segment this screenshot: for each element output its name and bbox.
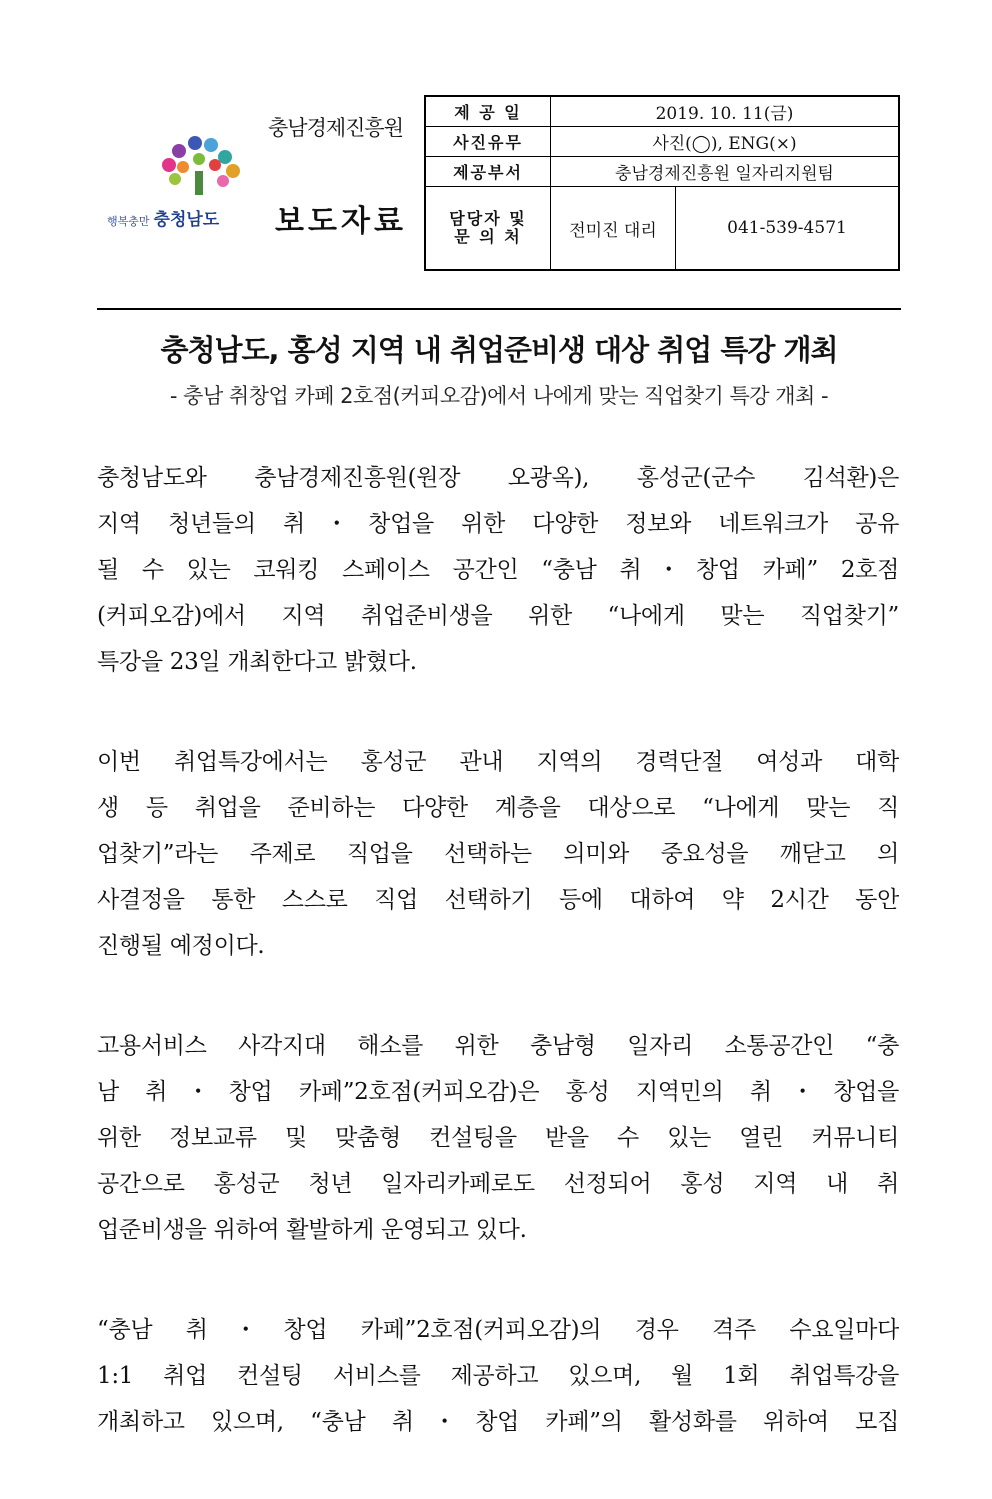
text-line: 업찾기”라는 주제로 직업을 선택하는 의미와 중요성을 깨닫고 의 <box>97 841 899 867</box>
date-label: 제 공 일 <box>425 96 551 127</box>
text-line: 이번 취업특강에서는 홍성군 관내 지역의 경력단절 여성과 대학 <box>97 749 899 775</box>
text-line: “충남 취・창업 카페”2호점(커피오감)의 경우 격주 수요일마다 <box>97 1317 899 1343</box>
text-line: (커피오감)에서 지역 취업준비생을 위한 “나에게 맞는 직업찾기” <box>97 603 899 629</box>
info-row-photo <box>425 127 899 157</box>
org-name: 충남경제진흥원 <box>268 116 404 140</box>
chungnam-logo <box>105 135 245 235</box>
text-line: 1:1 취업 컨설팅 서비스를 제공하고 있으며, 월 1회 취업특강을 <box>97 1363 899 1389</box>
info-row-contact <box>425 187 899 271</box>
info-row-date <box>425 96 899 127</box>
dept-value: 충남경제진흥원 일자리지원팀 <box>551 157 900 187</box>
text-line: 충청남도와 충남경제진흥원(원장 오광옥), 홍성군(군수 김석환)은 <box>97 465 899 491</box>
contact-label-line2: 문 의 처 <box>454 227 522 246</box>
contact-label <box>425 187 551 271</box>
paragraph <box>97 739 899 969</box>
text-line: 남 취・창업 카페”2호점(커피오감)은 홍성 지역민의 취・창업을 <box>97 1079 899 1105</box>
text-line: 진행될 예정이다. <box>97 933 265 959</box>
contact-label-line1: 담당자 및 <box>449 209 527 228</box>
paragraph <box>97 1307 899 1445</box>
headline: 충청남도, 홍성 지역 내 취업준비생 대상 취업 특강 개최 <box>160 333 838 367</box>
logo-small-text: 행복충만 <box>107 215 150 228</box>
text-line: 위한 정보교류 및 맞춤형 컨설팅을 받을 수 있는 열린 커뮤니티 <box>97 1125 899 1151</box>
contact-person: 전미진 대리 <box>551 187 676 271</box>
header-divider <box>97 308 901 310</box>
text-line: 특강을 23일 개최한다고 밝혔다. <box>97 649 417 675</box>
photo-value: 사진(◯), ENG(×) <box>551 127 900 157</box>
text-line: 개최하고 있으며, “충남 취・창업 카페”의 활성화를 위하여 모집 <box>97 1409 899 1435</box>
logo-big-text: 충청남도 <box>153 210 220 230</box>
article-body <box>97 455 899 1499</box>
text-line: 고용서비스 사각지대 해소를 위한 충남형 일자리 소통공간인 “충 <box>97 1033 899 1059</box>
text-line: 생 등 취업을 준비하는 다양한 계층을 대상으로 “나에게 맞는 직 <box>97 795 899 821</box>
dept-label: 제공부서 <box>425 157 551 187</box>
subheadline: - 충남 취창업 카페 2호점(커피오감)에서 나에게 맞는 직업찾기 특강 개최 - <box>169 384 829 408</box>
info-row-dept <box>425 157 899 187</box>
tree-logo-icon <box>155 135 245 197</box>
text-line: 공간으로 홍성군 청년 일자리카페로도 선정되어 홍성 지역 내 취 <box>97 1171 899 1197</box>
date-value: 2019. 10. 11(금) <box>551 96 900 127</box>
paragraph <box>97 1023 899 1253</box>
photo-label: 사진유무 <box>425 127 551 157</box>
paragraph <box>97 455 899 685</box>
text-line: 될 수 있는 코워킹 스페이스 공간인 “충남 취・창업 카페” 2호점 <box>97 557 899 583</box>
contact-phone: 041-539-4571 <box>676 187 900 271</box>
text-line: 업준비생을 위하여 활발하게 운영되고 있다. <box>97 1217 527 1243</box>
logo-wordmark <box>107 205 247 230</box>
press-info-table <box>424 95 900 271</box>
text-line: 사결정을 통한 스스로 직업 선택하기 등에 대하여 약 2시간 동안 <box>97 887 899 913</box>
doc-type-title: 보도자료 <box>275 204 407 239</box>
text-line: 지역 청년들의 취・창업을 위한 다양한 정보와 네트워크가 공유 <box>97 511 899 537</box>
